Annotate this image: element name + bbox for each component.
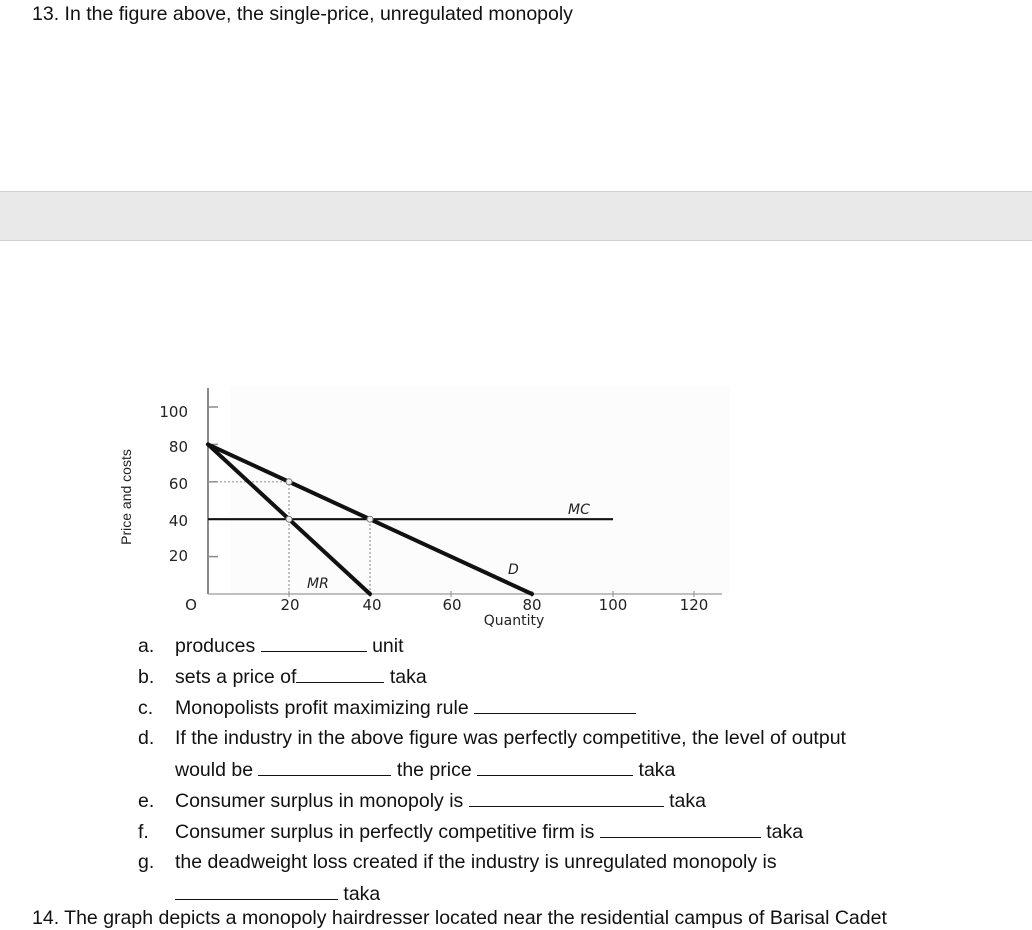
item-d: d. If the industry in the above figure was perfectly competitive, the level of output bbox=[138, 727, 846, 749]
item-d-continuation: would be the price taka bbox=[175, 759, 676, 781]
answer-blank[interactable] bbox=[175, 882, 338, 900]
x-tick-40: 40 bbox=[362, 596, 382, 614]
answer-blank[interactable] bbox=[261, 634, 367, 652]
answer-blank[interactable] bbox=[477, 758, 633, 776]
item-letter: g. bbox=[138, 851, 155, 873]
x-tick-120: 120 bbox=[679, 596, 709, 614]
item-letter: f. bbox=[138, 821, 149, 843]
d-label: D bbox=[508, 562, 519, 578]
answer-blank[interactable] bbox=[258, 758, 391, 776]
item-g-continuation: taka bbox=[175, 882, 380, 906]
intersection-point-0 bbox=[286, 479, 292, 485]
item-g: g. the deadweight loss created if the industry is unregulated monopoly is bbox=[138, 851, 777, 873]
x-tick-100: 100 bbox=[598, 596, 628, 614]
item-c: c. Monopolists profit maximizing rule bbox=[138, 696, 636, 720]
next-question-text: 14. The graph depicts a monopoly hairdresser located near the residential campus of Barisal Cadet bbox=[32, 907, 887, 929]
y-tick-60: 60 bbox=[168, 475, 188, 493]
item-f: f. Consumer surplus in perfectly competitive firm is taka bbox=[138, 821, 804, 843]
answer-blank[interactable] bbox=[600, 820, 761, 838]
intersection-point-1 bbox=[286, 516, 292, 522]
x-axis-label: Quantity bbox=[483, 613, 545, 629]
y-tick-100: 100 bbox=[159, 403, 188, 421]
answer-blank[interactable] bbox=[474, 696, 636, 714]
item-b: b. sets a price of taka bbox=[138, 666, 427, 688]
x-tick-0: O bbox=[185, 596, 197, 614]
item-letter: e. bbox=[138, 790, 155, 812]
item-letter: b. bbox=[138, 666, 155, 688]
y-axis-label: Price and costs bbox=[118, 449, 134, 545]
item-letter: c. bbox=[138, 697, 154, 719]
mr-label: MR bbox=[307, 576, 329, 592]
question-title: 13. In the figure above, the single-price, unregulated monopoly bbox=[32, 3, 573, 25]
mc-label: MC bbox=[568, 502, 590, 518]
x-tick-60: 60 bbox=[442, 596, 462, 614]
y-tick-80: 80 bbox=[168, 438, 188, 456]
answer-blank[interactable] bbox=[296, 665, 384, 683]
item-letter: a. bbox=[138, 635, 155, 657]
x-tick-20: 20 bbox=[280, 596, 300, 614]
item-letter: d. bbox=[138, 727, 155, 749]
answer-blank[interactable] bbox=[469, 789, 664, 807]
item-e: e. Consumer surplus in monopoly is taka bbox=[138, 790, 706, 812]
intersection-point-2 bbox=[367, 516, 373, 522]
y-tick-40: 40 bbox=[168, 512, 188, 530]
x-tick-80: 80 bbox=[522, 596, 542, 614]
y-tick-20: 20 bbox=[168, 547, 188, 565]
item-a: a. produces unit bbox=[138, 635, 404, 657]
